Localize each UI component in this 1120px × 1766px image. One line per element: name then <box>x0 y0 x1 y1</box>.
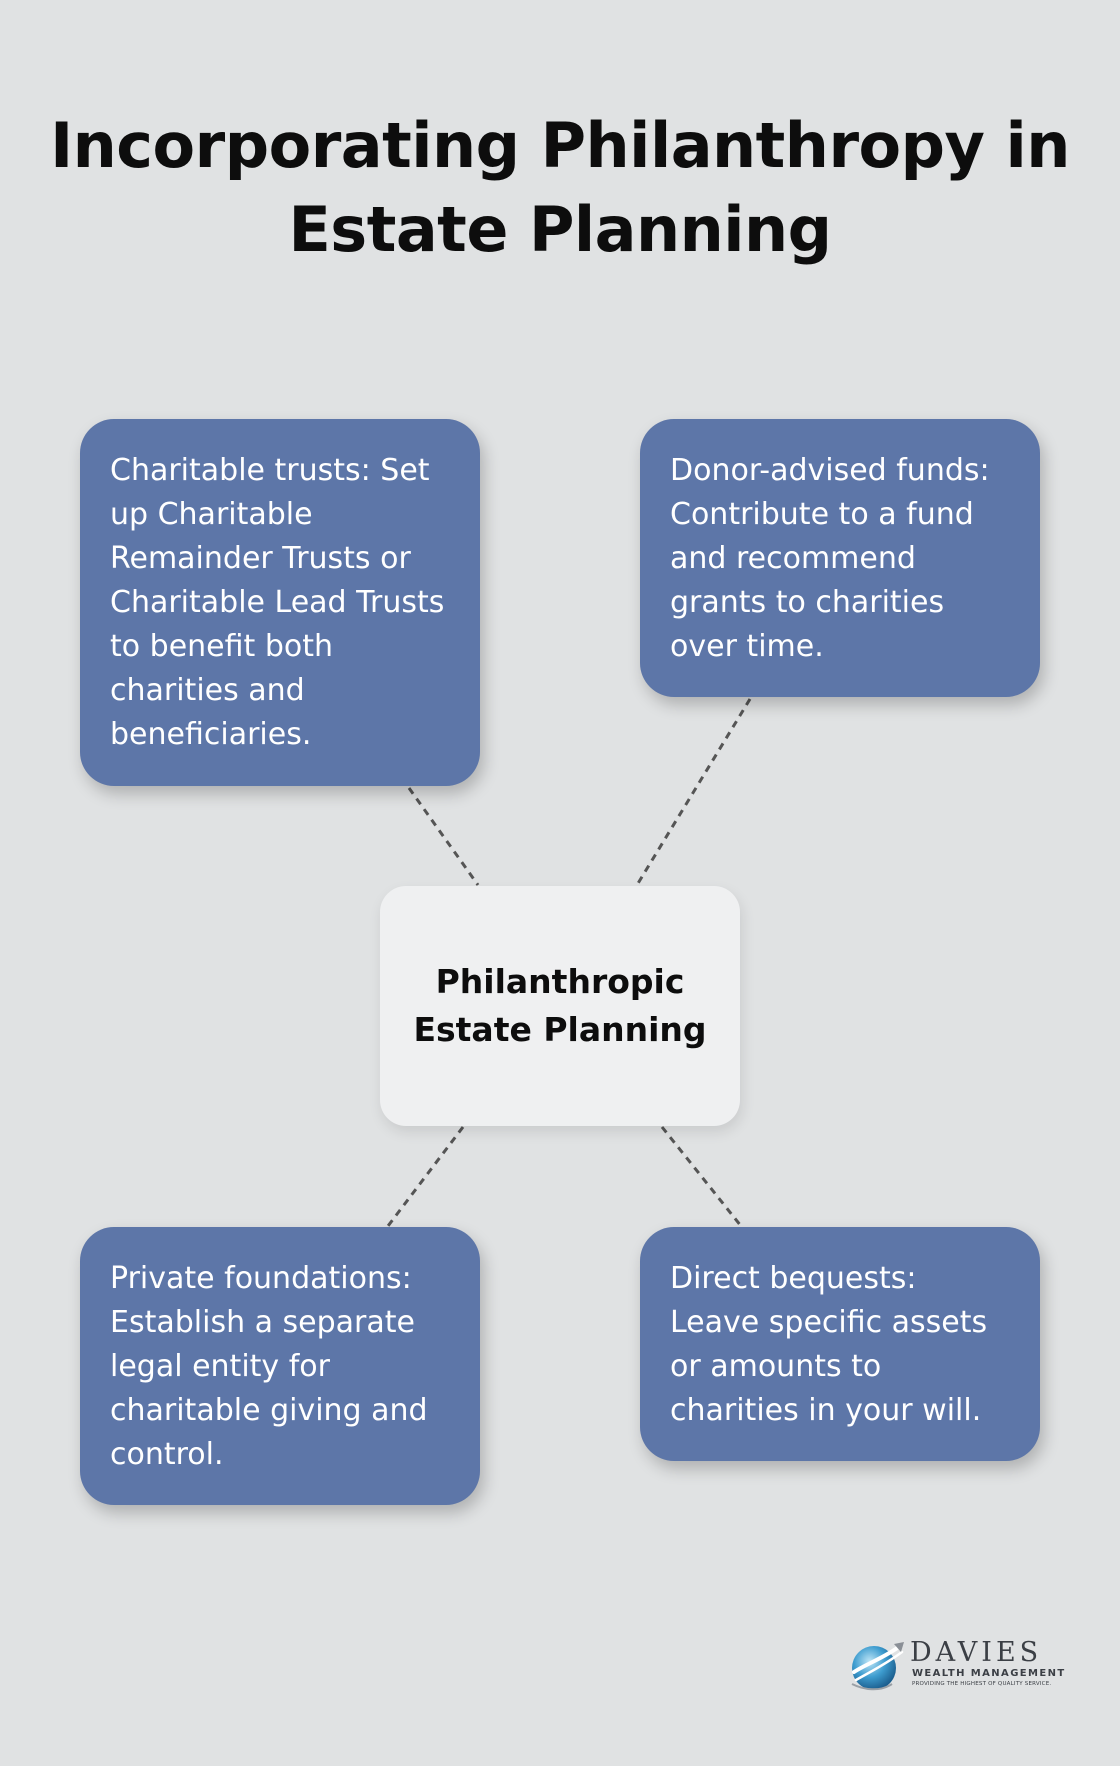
logo-name: DAVIES <box>910 1637 1043 1668</box>
page-title: Incorporating Philanthropy in Estate Planning <box>50 109 1070 266</box>
globe-swoosh-icon <box>846 1636 906 1696</box>
connector-bottom-right <box>662 1127 741 1226</box>
connector-top-right <box>637 699 750 885</box>
logo <box>846 1636 1066 1696</box>
card-direct-bequests: Direct bequests: Leave specific assets or amounts to charities in your will. <box>640 1227 1040 1461</box>
connector-top-left <box>409 788 478 885</box>
card-charitable-trusts: Charitable trusts: Set up Charitable Remainder Trusts or Charitable Lead Trusts to benefit both charities and beneficiaries. <box>80 419 480 786</box>
card-donor-advised-funds: Donor-advised funds: Contribute to a fund and recommend grants to charities over time. <box>640 419 1040 697</box>
logo-tagline: PROVIDING THE HIGHEST OF QUALITY SERVICE. <box>912 1681 1052 1687</box>
center-label: Philanthropic Estate Planning <box>413 962 707 1049</box>
card-private-foundations: Private foundations: Establish a separate legal entity for charitable giving and control. <box>80 1227 480 1505</box>
connector-bottom-left <box>388 1127 463 1226</box>
logo-subtitle: WEALTH MANAGEMENT <box>912 1668 1066 1679</box>
center-node <box>380 886 740 1126</box>
